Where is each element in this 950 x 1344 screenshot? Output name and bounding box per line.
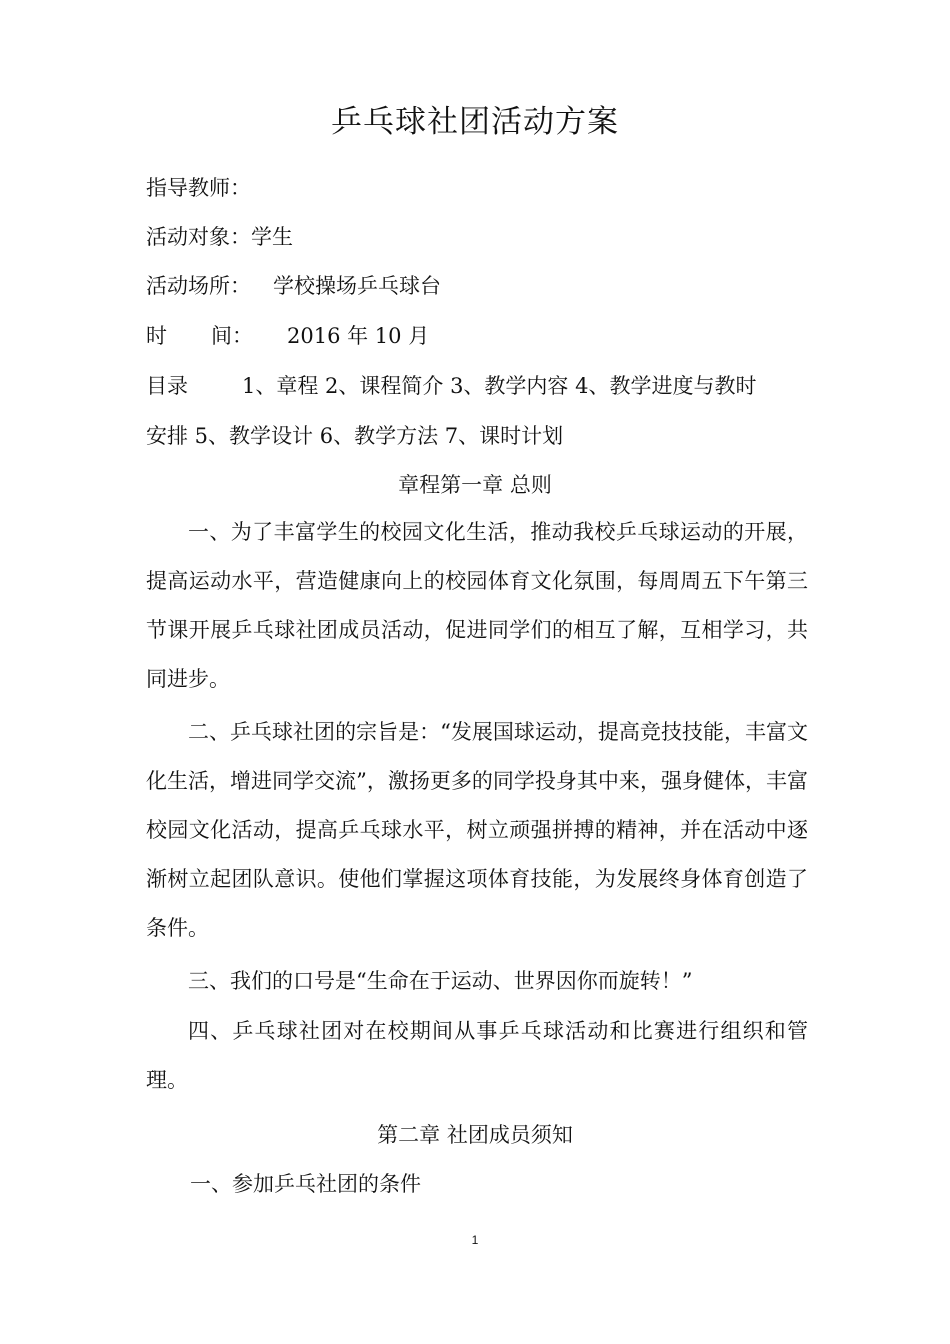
page-number: 1 [471, 1233, 479, 1247]
chapter1-heading: 章程第一章 总则 [398, 473, 552, 497]
toc-line-2 [146, 420, 563, 450]
target-value: 学生 [251, 225, 293, 249]
target-line [146, 221, 293, 251]
toc-items-line1: 1、章程 2、课程简介 3、教学内容 4、教学进度与教时 [242, 374, 757, 398]
place-line [146, 270, 441, 300]
toc-label: 目录 [146, 374, 188, 398]
toc-line [146, 370, 756, 400]
chapter1-paragraph-1: 一、为了丰富学生的校园文化生活，推动我校乒乓球运动的开展，提高运动水平，营造健康向上的校园体育文化氛围，每周周五下午第三节课开展乒乓球社团成员活动，促进同学们的相互了解，互相学习，共同进步。 [146, 520, 808, 691]
place-label: 活动场所： [146, 274, 251, 298]
time-line [146, 320, 429, 350]
teacher-line [146, 172, 251, 202]
chapter1-paragraph-4: 四、乒乓球社团对在校期间从事乒乓球活动和比赛进行组织和管理。 [146, 1019, 808, 1092]
place-value: 学校操场乒乓球台 [273, 274, 441, 298]
time-label-second: 间： [211, 324, 253, 348]
chapter2-item-1: 一、参加乒乓社团的条件 [190, 1172, 421, 1196]
target-label: 活动对象： [146, 225, 251, 249]
time-value: 2016 年 10 月 [287, 324, 430, 348]
chapter1-paragraph-3: 三、我们的口号是“生命在于运动、世界因你而旋转！” [188, 969, 693, 993]
toc-items-line2: 安排 5、教学设计 6、教学方法 7、课时计划 [146, 424, 564, 448]
document-title: 乒乓球社团活动方案 [331, 104, 619, 140]
chapter1-paragraph-2: 二、乒乓球社团的宗旨是：“发展国球运动，提高竞技技能，丰富文化生活，增进同学交流”，激扬更多的同学投身其中来，强身健体，丰富校园文化活动，提高乒乓球水平，树立顽强拼搏的精神，并在活动中逐渐树立起团队意识。使他们掌握这项体育技能，为发展终身体育创造了条件。 [146, 720, 808, 940]
chapter2-heading: 第二章 社团成员须知 [377, 1123, 573, 1147]
teacher-label: 指导教师： [146, 176, 251, 200]
time-label-first: 时 [146, 324, 167, 348]
